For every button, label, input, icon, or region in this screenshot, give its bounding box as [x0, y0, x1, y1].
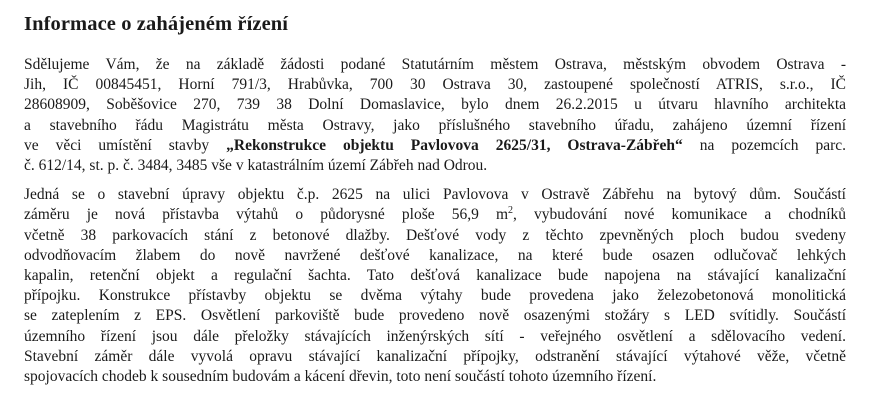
- superscript: 2: [508, 205, 514, 217]
- text-fragment: záměru je nová přístavba výtahů o půdorysné ploše 56,9 m: [24, 206, 509, 224]
- text-line: 28608909, Soběšovice 270, 739 38 Dolní Domaslavice, bylo dnem 26.2.2015 u útvaru hlavního architekta: [24, 96, 846, 114]
- text-fragment: ve věci umístění stavby: [24, 136, 227, 154]
- text-line: územního řízení jsou dále přeložky stávajících inženýrských sítí - veřejného osvětlení a sdělovacího vedení.: [24, 327, 846, 345]
- document: [24, 12, 846, 387]
- text-line: č. 612/14, st. p. č. 3484, 3485 vše v katastrálním území Zábřeh nad Odrou.: [24, 157, 488, 175]
- text-fragment: , vybudování nové komunikace a chodníků: [513, 206, 846, 224]
- text-line: Sdělujeme Vám, že na základě žádosti podané Statutárním městem Ostrava, městským obvodem Ostrava -: [24, 56, 846, 73]
- text-fragment: na pozemcích parc.: [682, 136, 846, 154]
- paragraph-description: [24, 185, 846, 387]
- text-line: Jedná se o stavební úpravy objektu č.p. 2625 na ulici Pavlovova v Ostravě Zábřehu na bytový dům. Součástí: [24, 186, 846, 204]
- text-line: kapalin, retenční objekt a regulační šachta. Tato dešťová kanalizace bude napojena na stávající kanalizační: [24, 267, 846, 285]
- text-line: [24, 205, 846, 225]
- text-line: Jih, IČ 00845451, Horní 791/3, Hrabůvka, 700 30 Ostrava 30, zastoupené společností ATRIS, s.r.o., IČ: [24, 76, 846, 94]
- text-line: včetně 38 parkovacích stání z betonové dlažby. Dešťové vody z těchto zpevněných ploch budou svedeny: [24, 226, 846, 244]
- text-line: spojovacích chodeb k sousedním budovám a kácení dřevin, toto není součástí tohoto územního řízení.: [24, 368, 657, 386]
- text-line: [24, 136, 846, 156]
- document-title: Informace o zahájeném řízení: [24, 13, 289, 35]
- text-line: Stavební záměr dále vyvolá opravu stávající kanalizační přípojky, odstranění stávající výtahové věže, včetně: [24, 347, 846, 365]
- paragraph-notice: [24, 55, 846, 176]
- text-line: a stavebního řádu Magistrátu města Ostravy, jako příslušného stavebního úřadu, zahájeno územní řízení: [24, 116, 846, 134]
- text-line: odvodňovacím žlabem do nově navržené dešťové kanalizace, na které bude osazen odlučovač lehkých: [24, 246, 846, 264]
- project-name: „Rekonstrukce objektu Pavlovova 2625/31, Ostrava-Zábřeh“: [226, 136, 683, 154]
- text-line: se zateplením z EPS. Osvětlení parkoviště bude provedeno nově osazenými stožáry s LED svítidly. Součástí: [24, 307, 846, 325]
- text-line: přípojku. Konstrukce přístavby objektu se dvěma výtahy bude provedena jako železobetonová monolitická: [24, 287, 846, 305]
